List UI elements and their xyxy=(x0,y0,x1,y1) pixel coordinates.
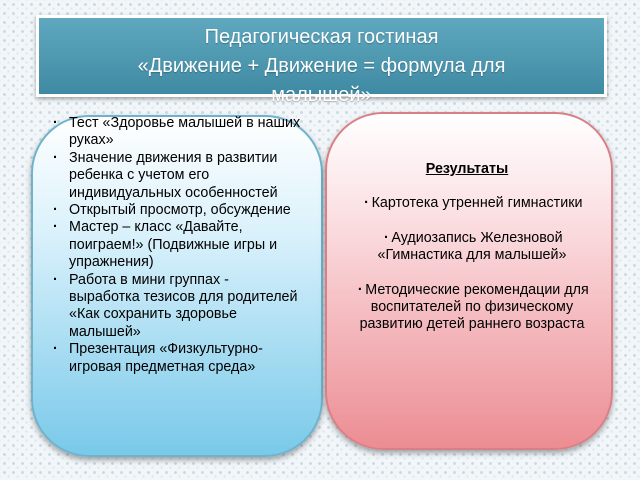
title-line-3: малышей» xyxy=(271,84,372,106)
activity-text: Работа в мини группах - выработка тезисов для родителей «Как сохранить здоровье малышей» xyxy=(69,271,298,340)
result-text: Аудиозапись Железновой «Гимнастика для малышей» xyxy=(377,229,567,264)
title-banner xyxy=(36,15,607,106)
list-item xyxy=(51,272,301,342)
activity-text: Презентация «Физкультурно-игровая предметная среда» xyxy=(69,341,263,375)
list-item xyxy=(342,282,592,334)
list-item xyxy=(51,202,301,219)
result-text: Картотека утренней гимнастики xyxy=(371,195,583,212)
list-item xyxy=(51,341,301,376)
activity-text: Значение движения в развитии ребенка с учетом его индивидуальных особенностей xyxy=(69,149,278,201)
bullet-icon: · xyxy=(383,229,389,246)
title-line-2: «Движение + Движение = формула для xyxy=(137,55,506,77)
results-list xyxy=(342,195,592,333)
activities-list xyxy=(51,115,301,376)
activity-text: Открытый просмотр, обсуждение xyxy=(69,202,291,219)
result-text: Методические рекомендации для воспитателей по физическому развитию детей раннего возраста xyxy=(359,281,589,333)
results-heading: Результаты xyxy=(425,161,509,177)
list-item xyxy=(342,195,592,212)
activity-text: Тест «Здоровье малышей в наших руках» xyxy=(69,115,301,149)
list-item xyxy=(342,230,592,265)
results-content xyxy=(342,161,592,351)
title-line-1: Педагогическая гостиная xyxy=(204,26,439,48)
bullet-icon: · xyxy=(364,195,369,212)
list-item xyxy=(51,150,301,202)
list-item xyxy=(51,115,301,150)
list-item xyxy=(51,219,301,271)
activity-text: Мастер – класс «Давайте, поиграем!» (Подвижные игры и упражнения) xyxy=(69,219,278,271)
bullet-icon: · xyxy=(357,281,363,298)
